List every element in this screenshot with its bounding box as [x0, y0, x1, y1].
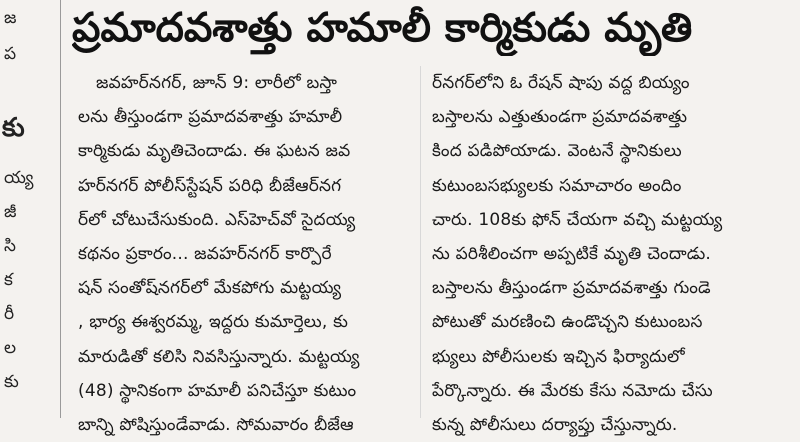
fragment-line: కు: [4, 372, 19, 392]
article-headline: ప్రమాదవశాత్తు హమాలీ కార్మికుడు మృతి: [72, 5, 693, 51]
text-line: ను పరిశీలించగా అప్పటికే మృతి చెందాడు.: [432, 244, 712, 265]
column-divider: [60, 0, 61, 418]
text-line: ర్‌లో చోటుచేసుకుంది. ఎస్‌హెచ్‌వో సైదయ్య: [78, 209, 356, 230]
fragment-line: ప: [4, 44, 17, 64]
text-line: బస్తాలను తీస్తుండగా ప్రమాదవశాత్తు గుండె: [432, 278, 711, 299]
fragment-heading: కు: [2, 113, 25, 143]
text-line: లను తీస్తుండగా ప్రమాదవశాత్తు హమాలీ: [78, 107, 343, 128]
text-line: పేర్కొన్నారు. ఈ మేరకు కేసు నమోదు చేసు: [432, 380, 713, 401]
text-line: షన్ సంతోష్‌నగర్‌లో మేకపోగు మట్టయ్య: [78, 278, 342, 299]
text-line: జవహర్‌నగర్, జూన్ 9: లారీలో బస్తా: [96, 73, 338, 93]
fragment-line: జ: [4, 8, 17, 28]
text-line: బస్తాలను ఎత్తుతుండగా ప్రమాదవశాత్తు: [432, 107, 688, 128]
text-line: మారుడితో కలిసి నివసిస్తున్నారు. మట్టయ్య: [78, 346, 360, 367]
fragment-line: జీ: [4, 202, 17, 222]
text-line: (48) స్థానికంగా హమాలీ పనిచేస్తూ కుటుం: [78, 380, 357, 401]
article-column-2: [432, 66, 784, 442]
fragment-line: సి: [4, 236, 16, 256]
text-line: కుటుంబసభ్యులకు సమాచారం అందిం: [432, 175, 682, 196]
fragment-line: రీ: [4, 304, 15, 324]
text-line: కథనం ప్రకారం... జవహర్‌నగర్ కార్పొరే: [78, 244, 332, 265]
column-gutter: [420, 66, 421, 418]
text-line: భ్యులు పోలీసులకు ఇచ్చిన ఫిర్యాదులో: [432, 346, 685, 367]
fragment-line: క: [4, 270, 13, 290]
text-line: హర్‌నగర్ పోలీస్‌స్టేషన్ పరిధి బీజేఆర్‌నగ: [78, 175, 342, 196]
text-line: ర్‌నగర్‌లోని ఓ రేషన్ షాపు వద్ద బియ్యం: [432, 73, 690, 93]
text-line: పోటుతో మరణించి ఉండొచ్చని కుటుంబస: [432, 312, 703, 333]
fragment-line: ల: [4, 338, 17, 358]
article-column-1: [78, 66, 416, 442]
text-line: బాన్ని పోషిస్తుండేవాడు. సోమవారం బీజేఆ: [78, 415, 354, 436]
fragment-line: య్య: [4, 168, 34, 188]
text-line: , భార్య ఈశ్వరమ్మ, ఇద్దరు కుమార్తెలు, కు: [78, 312, 349, 333]
adjacent-article-fragment: [0, 0, 56, 418]
text-line: చారు. 108కు ఫోన్ చేయగా వచ్చి మట్టయ్య: [432, 209, 723, 230]
text-line: కార్మికుడు మృతిచెందాడు. ఈ ఘటన జవ: [78, 141, 351, 162]
text-line: కున్న పోలీసులు దర్యాప్తు చేస్తున్నారు.: [432, 415, 678, 436]
text-line: కింద పడిపోయాడు. వెంటనే స్థానికులు: [432, 141, 682, 162]
